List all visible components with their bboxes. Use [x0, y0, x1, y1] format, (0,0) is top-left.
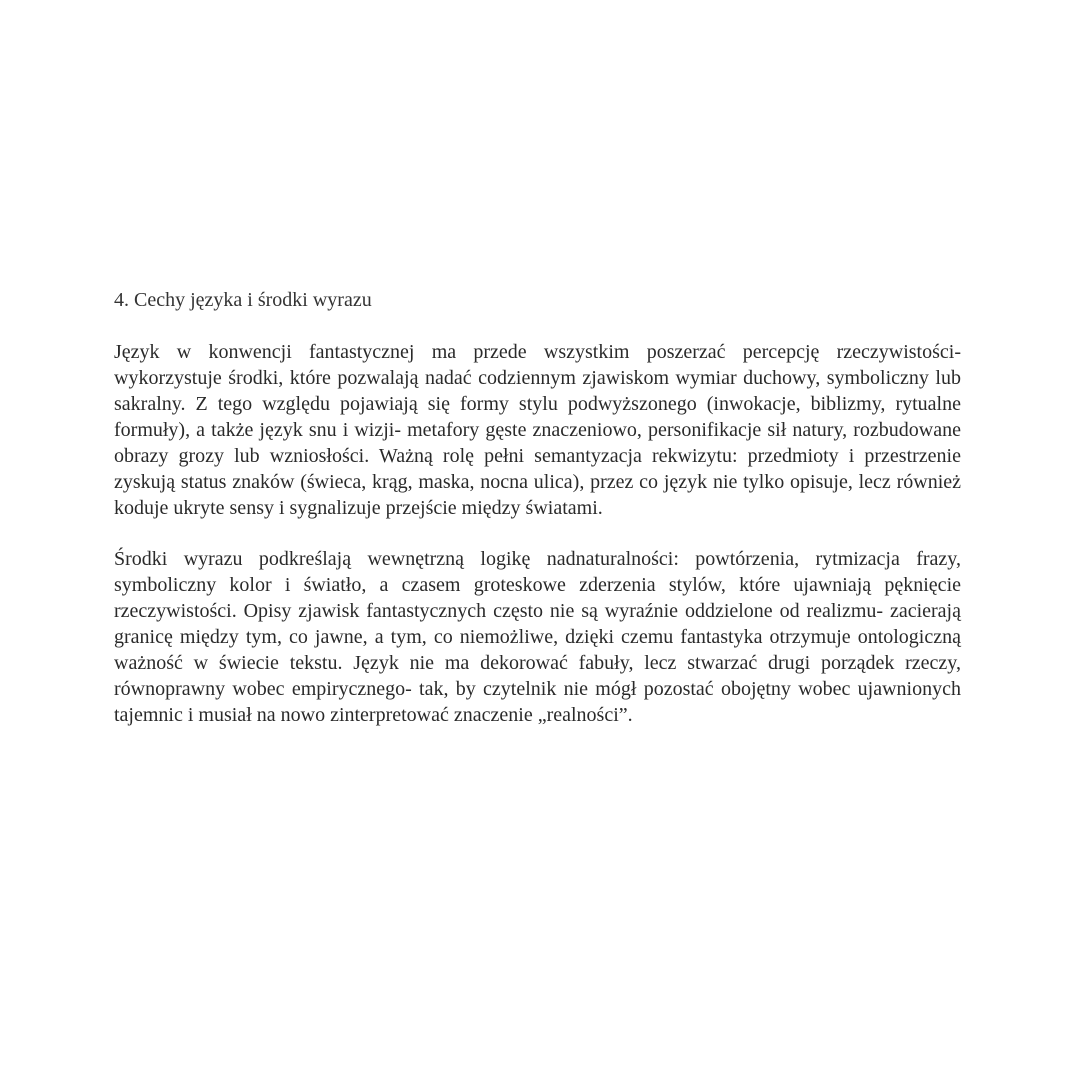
section-heading: 4. Cechy języka i środki wyrazu: [114, 289, 372, 311]
section-content: [114, 287, 961, 753]
paragraph-means-of-expression: Środki wyrazu podkreślają wewnętrzną logikę nadnaturalności: powtórzenia, rytmizacja frazy, symboliczny kolor i światło, a czasem groteskowe zderzenia stylów, które ujawniają pęknięcie rzeczywistości. Opisy zjawisk fantastycznych często nie są wyraźnie oddzielone od realizmu- zacierają granicę między tym, co jawne, a tym, co niemożliwe, dzięki czemu fantastyka otrzymuje ontologiczną ważność w świecie tekstu. Język nie ma dekorować fabuły, lecz stwarzać drugi porządek rzeczy, równoprawny wobec empirycznego- tak, by czytelnik nie mógł pozostać obojętny wobec ujawnionych tajemnic i musiał na nowo zinterpretować znaczenie „realności”.: [114, 548, 961, 726]
paragraph-language-features: Język w konwencji fantastycznej ma przede wszystkim poszerzać percepcję rzeczywistości- wykorzystuje środki, które pozwalają nadać codziennym zjawiskom wymiar duchowy, symboliczny lub sakralny. Z tego względu pojawiają się formy stylu podwyższonego (inwokacje, biblizmy, rytualne formuły), a także język snu i wizji- metafory gęste znaczeniowo, personifikacje sił natury, rozbudowane obrazy grozy lub wzniosłości. Ważną rolę pełni semantyzacja rekwizytu: przedmioty i przestrzenie zyskują status znaków (świeca, krąg, maska, nocna ulica), przez co język nie tylko opisuje, lecz również koduje ukryte sensy i sygnalizuje przejście między światami.: [114, 341, 961, 519]
